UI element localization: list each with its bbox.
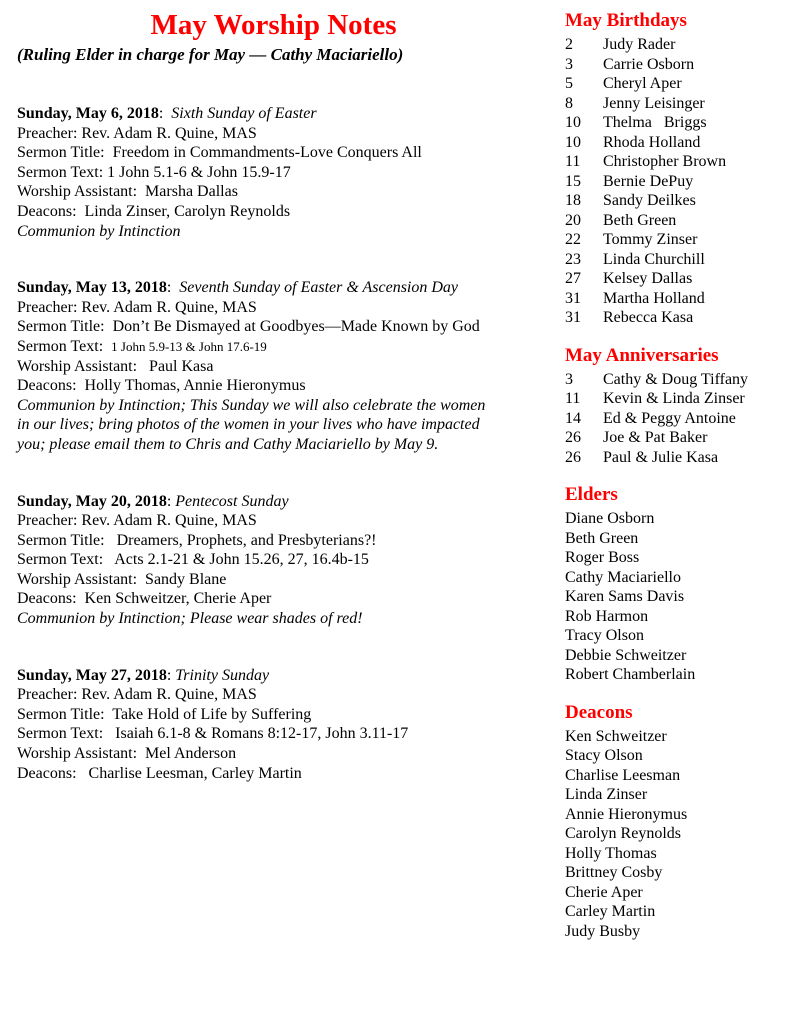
service-section-may-20 <box>17 492 530 629</box>
sidebar-heading-anniversaries: May Anniversaries <box>565 344 719 366</box>
sermon-text-line <box>17 337 530 357</box>
elder-name-row: Cathy Maciariello <box>565 568 681 586</box>
sidebar-heading-deacons: Deacons <box>565 701 633 723</box>
service-date: Sunday, May 6, 2018 <box>17 105 159 122</box>
birthday-day: 15 <box>565 172 581 190</box>
communion-note: Communion by Intinction <box>17 222 181 240</box>
deacon-name-row: Brittney Cosby <box>565 864 663 881</box>
birthday-row <box>565 191 800 211</box>
elder-name-row: Debbie Schweitzer <box>565 646 687 664</box>
elder-name-row: Rob Harmon <box>565 607 649 625</box>
birthday-day: 10 <box>565 114 581 131</box>
deacon-name-row: Cherie Aper <box>565 883 643 901</box>
elder-name-row: Robert Chamberlain <box>565 666 696 683</box>
elder-name-row: Tracy Olson <box>565 627 644 644</box>
sermon-text-label: Sermon Text: <box>17 725 116 743</box>
birthday-name: Sandy Deilkes <box>603 192 696 209</box>
elder-name-row: Roger Boss <box>565 549 640 566</box>
anniversary-names: Joe & Pat Baker <box>603 429 708 446</box>
birthday-day: 8 <box>565 94 573 112</box>
deacon-name-row: Judy Busby <box>565 922 641 940</box>
preacher-line: Preacher: Rev. Adam R. Quine, MAS <box>17 512 257 530</box>
communion-note: Communion by Intinction; Please wear shades of red! <box>17 610 363 628</box>
birthday-name: Jenny Leisinger <box>603 94 705 112</box>
birthday-day: 20 <box>565 211 581 229</box>
worship-assistant-line: Worship Assistant: Paul Kasa <box>17 357 214 375</box>
worship-assistant-line: Worship Assistant: Mel Anderson <box>17 745 237 763</box>
sermon-title-line: Sermon Title: Freedom in Commandments-Love Conquers All <box>17 144 422 162</box>
preacher-line: Preacher: Rev. Adam R. Quine, MAS <box>17 124 257 142</box>
deacon-name-row: Stacy Olson <box>565 747 643 764</box>
deacon-name-row: Annie Hieronymus <box>565 805 688 823</box>
service-date-heading <box>17 104 530 124</box>
anniversary-day: 3 <box>565 370 573 388</box>
anniversary-day: 26 <box>565 448 581 466</box>
deacons-list <box>565 727 800 942</box>
service-occasion: Seventh Sunday of Easter & Ascension Day <box>179 279 459 297</box>
elders-list <box>565 509 800 685</box>
sermon-text-label: Sermon Text: <box>17 551 115 569</box>
main-column <box>17 8 530 820</box>
birthday-row <box>565 250 800 270</box>
birthdays-list <box>565 35 800 328</box>
page-title: May Worship Notes <box>150 9 397 41</box>
anniversary-row <box>565 389 800 409</box>
birthday-day: 2 <box>565 36 573 53</box>
deacons-line: Deacons: Ken Schweitzer, Cherie Aper <box>17 590 272 608</box>
birthday-day: 23 <box>565 250 581 268</box>
birthday-name: Cheryl Aper <box>603 75 682 92</box>
birthday-row <box>565 172 800 192</box>
birthday-row <box>565 113 800 133</box>
birthday-row <box>565 35 800 55</box>
anniversary-day: 14 <box>565 409 581 427</box>
anniversary-row <box>565 428 800 448</box>
service-date-heading <box>17 278 530 298</box>
deacon-name-row: Ken Schweitzer <box>565 727 667 745</box>
birthday-name: Rhoda Holland <box>603 133 701 151</box>
deacons-line: Deacons: Charlise Leesman, Carley Martin <box>17 764 302 782</box>
birthday-name: Bernie DePuy <box>603 172 694 190</box>
anniversary-names: Paul & Julie Kasa <box>603 448 719 466</box>
service-date: Sunday, May 20, 2018 <box>17 492 167 510</box>
service-section-may-27 <box>17 666 530 784</box>
sermon-text-label: Sermon Text: <box>17 337 112 355</box>
birthday-day: 27 <box>565 270 581 287</box>
anniversary-row <box>565 370 800 390</box>
sidebar <box>565 11 800 941</box>
sermon-title-line: Sermon Title: Take Hold of Life by Suffering <box>17 705 312 723</box>
sermon-title-line: Sermon Title: Don’t Be Dismayed at Goodbyes—Made Known by God <box>17 318 480 336</box>
anniversary-day: 11 <box>565 390 581 407</box>
service-occasion: Pentecost Sunday <box>175 492 289 510</box>
birthday-row <box>565 94 800 114</box>
birthday-day: 31 <box>565 309 581 326</box>
deacon-name-row: Charlise Leesman <box>565 766 681 784</box>
sermon-text-line <box>17 724 530 744</box>
deacons-line: Deacons: Linda Zinser, Carolyn Reynolds <box>17 202 291 220</box>
birthday-name: Rebecca Kasa <box>603 309 694 326</box>
birthday-row <box>565 230 800 250</box>
birthday-name: Kelsey Dallas <box>603 270 693 287</box>
deacon-name-row: Linda Zinser <box>565 786 648 803</box>
birthday-row <box>565 55 800 75</box>
communion-note: Communion by Intinction; This Sunday we will also celebrate the women in our lives; bring photos of the women in your lives who have impacted you; please email them to Chris and Cathy Maciariello by May 9. <box>17 396 490 453</box>
sermon-text-reference: Isaiah 6.1-8 & Romans 8:12-17, John 3.11-17 <box>115 725 409 743</box>
sermon-title-line: Sermon Title: Dreamers, Prophets, and Presbyterians?! <box>17 531 377 549</box>
service-date-separator: : <box>158 105 172 122</box>
birthday-row <box>565 152 800 172</box>
services-list <box>17 104 530 783</box>
ruling-elder-note: (Ruling Elder in charge for May — Cathy Maciariello) <box>17 45 404 64</box>
birthday-name: Judy Rader <box>603 36 676 53</box>
anniversary-names: Kevin & Linda Zinser <box>603 390 745 407</box>
service-date-separator: : <box>166 492 176 510</box>
sermon-text-line <box>17 163 530 183</box>
service-occasion: Trinity Sunday <box>175 666 270 684</box>
service-date: Sunday, May 13, 2018 <box>17 279 167 297</box>
deacon-name-row: Holly Thomas <box>565 844 657 862</box>
birthday-day: 18 <box>565 192 581 209</box>
sermon-text-label: Sermon Text: <box>17 163 108 181</box>
anniversary-day: 26 <box>565 429 581 446</box>
deacon-name-row: Carley Martin <box>565 903 656 920</box>
service-date-heading <box>17 492 530 512</box>
birthday-name: Beth Green <box>603 211 677 229</box>
anniversary-row <box>565 409 800 429</box>
worship-assistant-line: Worship Assistant: Sandy Blane <box>17 570 227 588</box>
sermon-text-reference: 1 John 5.9-13 & John 17.6-19 <box>111 338 267 354</box>
service-date-separator: : <box>166 279 180 297</box>
anniversary-names: Cathy & Doug Tiffany <box>603 370 749 388</box>
worship-assistant-line: Worship Assistant: Marsha Dallas <box>17 183 238 201</box>
service-occasion: Sixth Sunday of Easter <box>171 105 317 122</box>
anniversary-names: Ed & Peggy Antoine <box>603 409 736 427</box>
elder-name-row: Beth Green <box>565 529 639 547</box>
sermon-text-line <box>17 550 530 570</box>
birthday-row <box>565 211 800 231</box>
birthday-row <box>565 289 800 309</box>
birthday-row <box>565 133 800 153</box>
service-section-may-6 <box>17 104 530 241</box>
service-date: Sunday, May 27, 2018 <box>17 666 167 684</box>
service-date-separator: : <box>166 666 176 684</box>
sermon-text-reference: Acts 2.1-21 & John 15.26, 27, 16.4b-15 <box>114 551 369 569</box>
anniversary-row <box>565 448 800 468</box>
birthday-day: 5 <box>565 75 573 92</box>
elder-name-row: Karen Sams Davis <box>565 588 685 605</box>
birthday-day: 3 <box>565 55 573 73</box>
birthday-name: Martha Holland <box>603 289 705 307</box>
birthday-name: Linda Churchill <box>603 250 705 268</box>
preacher-line: Preacher: Rev. Adam R. Quine, MAS <box>17 686 257 704</box>
deacons-line: Deacons: Holly Thomas, Annie Hieronymus <box>17 377 306 395</box>
service-date-heading <box>17 666 530 686</box>
deacon-name-row: Carolyn Reynolds <box>565 825 681 842</box>
birthday-name: Tommy Zinser <box>603 231 698 248</box>
birthday-row <box>565 269 800 289</box>
birthday-day: 10 <box>565 133 581 151</box>
birthday-day: 11 <box>565 153 581 170</box>
sermon-text-reference: 1 John 5.1-6 & John 15.9-17 <box>107 163 291 181</box>
birthday-name: Christopher Brown <box>603 153 727 170</box>
elder-name-row: Diane Osborn <box>565 510 655 527</box>
birthday-name: Carrie Osborn <box>603 55 695 73</box>
birthday-day: 22 <box>565 231 581 248</box>
preacher-line: Preacher: Rev. Adam R. Quine, MAS <box>17 298 257 316</box>
birthday-day: 31 <box>565 289 581 307</box>
sidebar-heading-birthdays: May Birthdays <box>565 10 687 31</box>
anniversaries-list <box>565 370 800 468</box>
birthday-row <box>565 74 800 94</box>
birthday-name: Thelma Briggs <box>603 114 707 131</box>
service-section-may-13 <box>17 278 530 454</box>
sidebar-heading-elders: Elders <box>565 484 618 505</box>
birthday-row <box>565 308 800 328</box>
